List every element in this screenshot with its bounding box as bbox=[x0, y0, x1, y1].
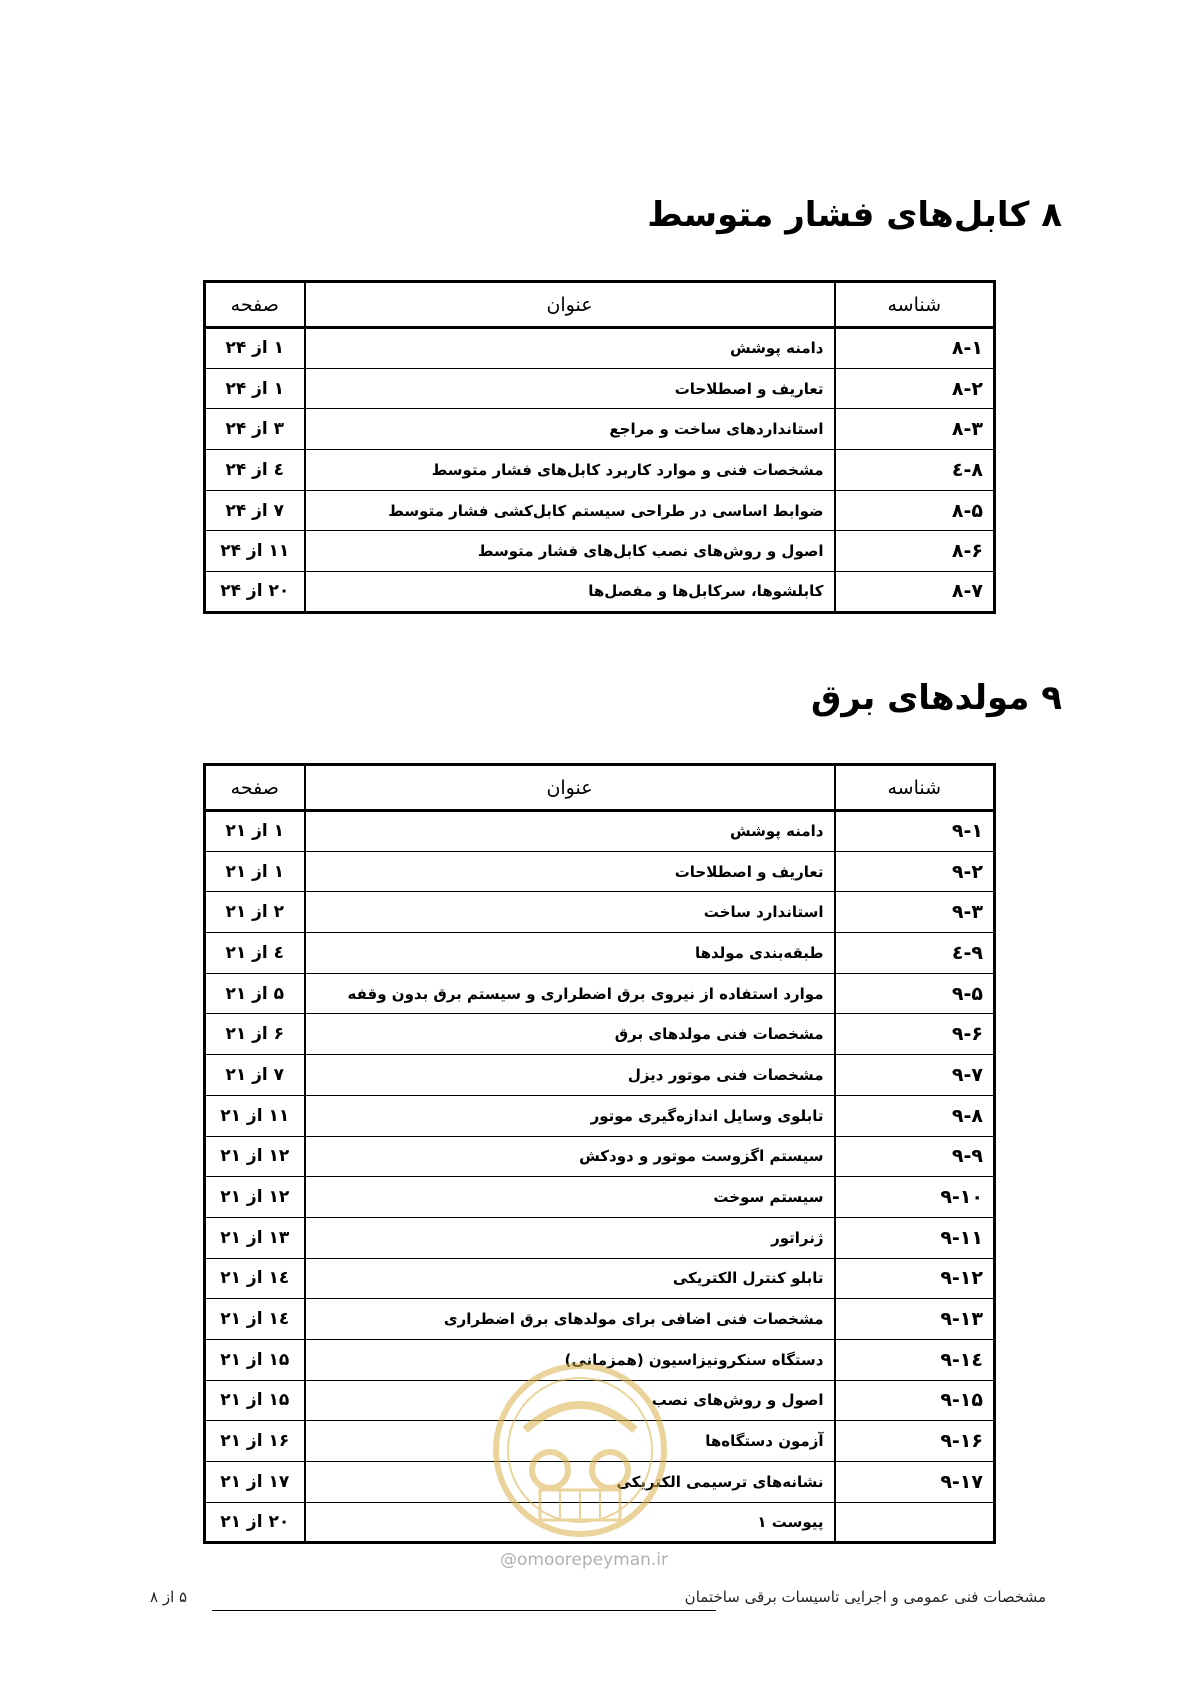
section-name: تابلو کنترل الکتریکی bbox=[305, 1258, 835, 1299]
section-name: سیستم اگزوست موتور و دودکش bbox=[305, 1136, 835, 1177]
header-title: عنوان bbox=[305, 765, 835, 811]
section-id bbox=[835, 1502, 995, 1543]
table-row bbox=[205, 328, 995, 369]
header-title: عنوان bbox=[305, 282, 835, 328]
section-id: ۹-۹ bbox=[835, 1136, 995, 1177]
table-row bbox=[205, 531, 995, 572]
table-row bbox=[205, 409, 995, 450]
section-name: اصول و روش‌های نصب bbox=[305, 1380, 835, 1421]
page-range: ۵ از ۲۱ bbox=[205, 973, 305, 1014]
table-row bbox=[205, 973, 995, 1014]
table-row bbox=[205, 1299, 995, 1340]
section-name: اصول و روش‌های نصب کابل‌های فشار متوسط bbox=[305, 531, 835, 572]
table-row bbox=[205, 1055, 995, 1096]
section-name: تابلوی وسایل اندازه‌گیری موتور bbox=[305, 1095, 835, 1136]
page-range: ۲ از ۲۱ bbox=[205, 892, 305, 933]
page-range: ۱۳ از ۲۱ bbox=[205, 1217, 305, 1258]
section-id: ۹-۶ bbox=[835, 1014, 995, 1055]
section-name: آزمون دستگاه‌ها bbox=[305, 1421, 835, 1462]
section-name: استانداردهای ساخت و مراجع bbox=[305, 409, 835, 450]
header-id: شناسه bbox=[835, 765, 995, 811]
section-name: ژنراتور bbox=[305, 1217, 835, 1258]
page-range: ۱ از ۲۱ bbox=[205, 811, 305, 852]
table-row bbox=[205, 1421, 995, 1462]
section-name: استاندارد ساخت bbox=[305, 892, 835, 933]
section-title-power-generators: ۹ مولدهای برق bbox=[810, 678, 1062, 718]
section-name: مشخصات فنی موتور دیزل bbox=[305, 1055, 835, 1096]
page-range: ۱۷ از ۲۱ bbox=[205, 1462, 305, 1503]
section-id: ۹-۵ bbox=[835, 973, 995, 1014]
footer-rule bbox=[212, 1610, 716, 1611]
footer-doc-title: مشخصات فنی عمومی و اجرایی تاسیسات برقی ساختمان bbox=[684, 1588, 1046, 1606]
section-id: ۹-۳ bbox=[835, 892, 995, 933]
table-row bbox=[205, 811, 995, 852]
section-name: تعاریف و اصطلاحات bbox=[305, 368, 835, 409]
page-range: ۱ از ۲۱ bbox=[205, 851, 305, 892]
page-range: ۱٤ از ۲۱ bbox=[205, 1258, 305, 1299]
page-range: ۷ از ۲۱ bbox=[205, 1055, 305, 1096]
page-range: ۱۲ از ۲۱ bbox=[205, 1177, 305, 1218]
page-range: ۱ از ۲۴ bbox=[205, 328, 305, 369]
section-id: ۹-۱۰ bbox=[835, 1177, 995, 1218]
table-header-row bbox=[205, 282, 995, 328]
section-id: ۹-۸ bbox=[835, 1095, 995, 1136]
page-range: ۱۱ از ۲۴ bbox=[205, 531, 305, 572]
section-id: ۸-۶ bbox=[835, 531, 995, 572]
table-row bbox=[205, 368, 995, 409]
section-name: سیستم سوخت bbox=[305, 1177, 835, 1218]
table-row bbox=[205, 1339, 995, 1380]
table-row bbox=[205, 933, 995, 974]
header-page: صفحه bbox=[205, 765, 305, 811]
page-range: ۷ از ۲۴ bbox=[205, 490, 305, 531]
section-name: مشخصات فنی و موارد کاربرد کابل‌های فشار متوسط bbox=[305, 450, 835, 491]
section-id: ۸-٤ bbox=[835, 450, 995, 491]
page-range: ۱٤ از ۲۱ bbox=[205, 1299, 305, 1340]
toc-table-medium-voltage-cables bbox=[203, 280, 996, 614]
section-id: ۹-۱ bbox=[835, 811, 995, 852]
section-name: دامنه پوشش bbox=[305, 328, 835, 369]
page-range: ۱۱ از ۲۱ bbox=[205, 1095, 305, 1136]
table-row bbox=[205, 450, 995, 491]
section-name: دستگاه سنکرونیزاسیون (همزمانی) bbox=[305, 1339, 835, 1380]
section-name: دامنه پوشش bbox=[305, 811, 835, 852]
section-id: ۸-۵ bbox=[835, 490, 995, 531]
section-name: طبقه‌بندی مولدها bbox=[305, 933, 835, 974]
table-row bbox=[205, 1014, 995, 1055]
section-id: ۹-۱۵ bbox=[835, 1380, 995, 1421]
table-row bbox=[205, 1502, 995, 1543]
section-name: تعاریف و اصطلاحات bbox=[305, 851, 835, 892]
page-range: ۱ از ۲۴ bbox=[205, 368, 305, 409]
section-name: موارد استفاده از نیروی برق اضطراری و سیستم برق بدون وقفه bbox=[305, 973, 835, 1014]
page-range: ۳ از ۲۴ bbox=[205, 409, 305, 450]
page-range: ۲۰ از ۲۱ bbox=[205, 1502, 305, 1543]
section-id: ۹-۷ bbox=[835, 1055, 995, 1096]
page-range: ٤ از ۲۴ bbox=[205, 450, 305, 491]
section-id: ۹-۱۲ bbox=[835, 1258, 995, 1299]
page-range: ۲۰ از ۲۴ bbox=[205, 572, 305, 613]
section-id: ۹-۱۶ bbox=[835, 1421, 995, 1462]
page-range: ۱۶ از ۲۱ bbox=[205, 1421, 305, 1462]
table-row bbox=[205, 892, 995, 933]
section-title-medium-voltage-cables: ۸ کابل‌های فشار متوسط bbox=[647, 195, 1062, 235]
watermark-url: @omoorepeyman.ir bbox=[500, 1550, 669, 1570]
header-page: صفحه bbox=[205, 282, 305, 328]
table-row bbox=[205, 1095, 995, 1136]
table-row bbox=[205, 1462, 995, 1503]
toc-table-power-generators bbox=[203, 763, 996, 1544]
page-footer bbox=[150, 1588, 1046, 1618]
table-row bbox=[205, 1380, 995, 1421]
section-id: ۹-۱۱ bbox=[835, 1217, 995, 1258]
section-id: ۹-٤ bbox=[835, 933, 995, 974]
table-row bbox=[205, 1258, 995, 1299]
table-row bbox=[205, 851, 995, 892]
section-id: ۹-۲ bbox=[835, 851, 995, 892]
page-range: ۱۵ از ۲۱ bbox=[205, 1339, 305, 1380]
table-row bbox=[205, 572, 995, 613]
section-id: ۸-۳ bbox=[835, 409, 995, 450]
section-id: ۸-۷ bbox=[835, 572, 995, 613]
section-name: مشخصات فنی اضافی برای مولدهای برق اضطراری bbox=[305, 1299, 835, 1340]
page-range: ۱۵ از ۲۱ bbox=[205, 1380, 305, 1421]
section-name: نشانه‌های ترسیمی الکتریکی bbox=[305, 1462, 835, 1503]
section-id: ۸-۲ bbox=[835, 368, 995, 409]
section-id: ۹-۱٤ bbox=[835, 1339, 995, 1380]
page-range: ۱۲ از ۲۱ bbox=[205, 1136, 305, 1177]
table-row bbox=[205, 1177, 995, 1218]
section-name: پیوست ۱ bbox=[305, 1502, 835, 1543]
header-id: شناسه bbox=[835, 282, 995, 328]
page-range: ۶ از ۲۱ bbox=[205, 1014, 305, 1055]
footer-page-number: ۵ از ۸ bbox=[150, 1588, 188, 1606]
section-id: ۹-۱۳ bbox=[835, 1299, 995, 1340]
section-id: ۸-۱ bbox=[835, 328, 995, 369]
section-name: ضوابط اساسی در طراحی سیستم کابل‌کشی فشار متوسط bbox=[305, 490, 835, 531]
table-row bbox=[205, 1217, 995, 1258]
section-name: کابلشوها، سرکابل‌ها و مفصل‌ها bbox=[305, 572, 835, 613]
page-range: ٤ از ۲۱ bbox=[205, 933, 305, 974]
section-id: ۹-۱۷ bbox=[835, 1462, 995, 1503]
section-name: مشخصات فنی مولدهای برق bbox=[305, 1014, 835, 1055]
table-row bbox=[205, 490, 995, 531]
table-header-row bbox=[205, 765, 995, 811]
table-row bbox=[205, 1136, 995, 1177]
